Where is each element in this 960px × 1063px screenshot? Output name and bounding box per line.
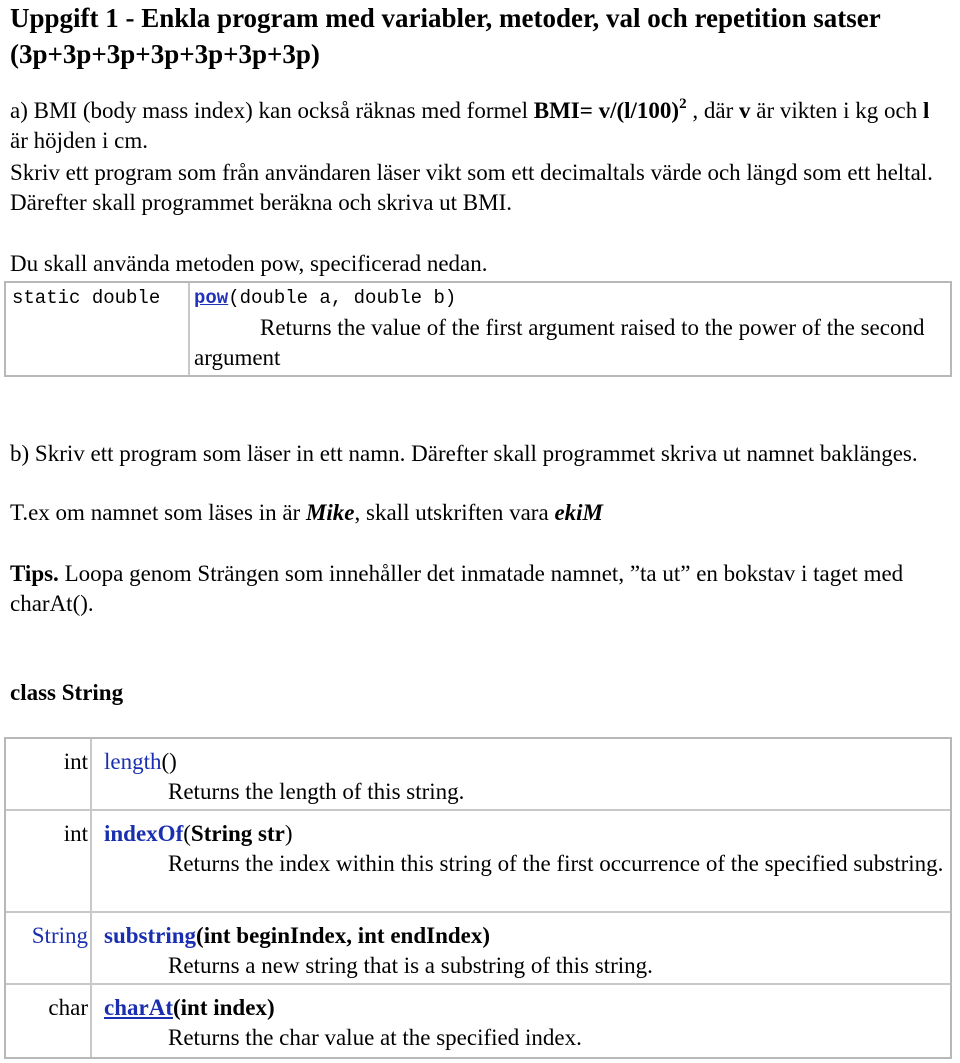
method-row-indexof: [6, 811, 950, 913]
return-type-cell: [6, 985, 92, 1057]
return-type-cell: [6, 913, 92, 983]
pow-modifiers-cell: [6, 283, 190, 375]
class-string-heading: class String: [10, 680, 124, 705]
part-a-intro-text: a) BMI (body mass index) kan också räknas med formel: [10, 98, 534, 123]
v-variable: v: [738, 98, 751, 123]
example-output-name: ekiM: [554, 500, 603, 525]
pow-method-table: [4, 281, 952, 377]
weight-unit-text: är vikten i kg och: [750, 98, 923, 123]
method-description: Returns a new string that is a substring of this string.: [168, 953, 653, 978]
height-unit-text: är höjden i cm.: [10, 128, 148, 153]
return-type: char: [48, 995, 88, 1020]
part-b-example: [10, 498, 945, 528]
l-variable: l: [922, 98, 930, 123]
method-signature: [104, 819, 293, 849]
example-mid-text: , skall utskriften vara: [354, 500, 555, 525]
tips-text: Loopa genom Strängen som innehåller det inmatade namnet, ”ta ut” en bokstav i taget med charAt().: [10, 561, 904, 616]
method-signature: [104, 747, 177, 777]
params-open: (: [183, 821, 191, 846]
part-a-instruction: Skriv ett program som från användaren läser vikt som ett decimaltals värde och längd som ett heltal. Därefter skall programmet beräkna och skriva ut BMI.: [10, 160, 933, 215]
pow-params: (double a, double b): [228, 287, 457, 309]
method-description: Returns the char value at the specified index.: [168, 1025, 582, 1050]
method-row-charat: [6, 985, 950, 1057]
method-name-link[interactable]: charAt: [104, 995, 173, 1020]
return-type: int: [63, 749, 88, 774]
method-name-link[interactable]: length: [104, 749, 162, 774]
string-methods-table: [4, 737, 952, 1059]
formula-exponent: 2: [679, 96, 687, 112]
example-intro-text: T.ex om namnet som läses in är: [10, 500, 306, 525]
pow-note: Du skall använda metoden pow, specificerad nedan.: [10, 251, 488, 276]
params-open: (: [161, 749, 170, 774]
pow-description: Returns the value of the first argument raised to the power of the second argument: [194, 315, 925, 370]
pow-modifiers: static double: [12, 287, 161, 309]
method-row-length: [6, 739, 950, 811]
return-type-cell: [6, 739, 92, 809]
tips-paragraph: [10, 559, 925, 619]
example-input-name: Mike: [305, 500, 355, 525]
method-description: Returns the index within this string of the first occurrence of the specified substring.: [168, 851, 944, 876]
return-type: int: [63, 821, 88, 846]
assignment-heading: Uppgift 1 - Enkla program med variabler, metoder, val och repetition satser (3p+3p+3p+3p+3p+3p+3p): [10, 3, 881, 69]
method-row-substring: [6, 913, 950, 985]
params-open: (: [196, 923, 204, 948]
method-name-link[interactable]: substring: [104, 923, 197, 948]
params-close: ): [169, 749, 177, 774]
return-type[interactable]: String: [31, 923, 88, 948]
part-b-instruction: b) Skriv ett program som läser in ett namn. Därefter skall programmet skriva ut namnet baklänges.: [10, 441, 918, 466]
method-params: int beginIndex, int endIndex: [203, 923, 483, 948]
pow-signature: [194, 287, 456, 309]
method-signature: [104, 993, 275, 1023]
bmi-formula: BMI= v/(l/100): [533, 98, 680, 123]
params-close: ): [266, 995, 275, 1020]
params-close: ): [482, 923, 491, 948]
method-description: Returns the length of this string.: [168, 779, 465, 804]
method-signature: [104, 921, 490, 951]
method-params: String str: [190, 821, 285, 846]
pow-method-link[interactable]: pow: [194, 287, 229, 309]
formula-where-text: , där: [686, 98, 739, 123]
return-type-cell: [6, 811, 92, 911]
part-a-formula-paragraph: [10, 96, 945, 156]
method-name-link[interactable]: indexOf: [104, 821, 184, 846]
params-close: ): [284, 821, 293, 846]
method-params: int index: [180, 995, 267, 1020]
tips-label: Tips.: [10, 561, 59, 586]
params-open: (: [172, 995, 181, 1020]
